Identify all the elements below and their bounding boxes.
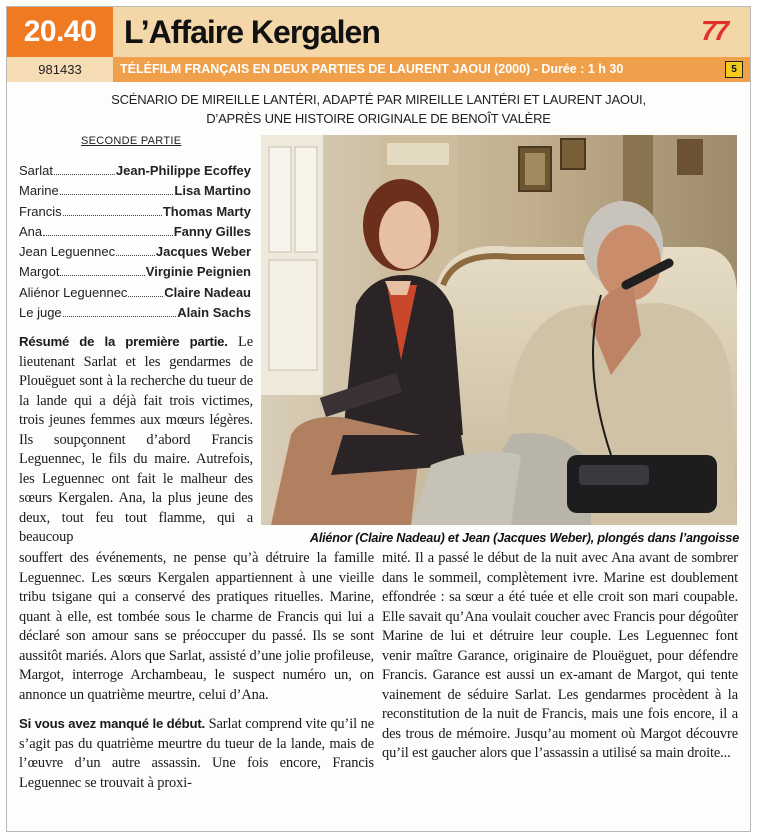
cast-role: Francis xyxy=(19,203,62,219)
program-code: 981433 xyxy=(7,57,113,82)
leader-dots xyxy=(54,174,115,175)
film-still-photo xyxy=(261,135,737,525)
cast-row xyxy=(19,204,251,224)
tv-listing xyxy=(6,6,751,832)
cast-row xyxy=(19,305,251,325)
audience-rating-icon: 5 xyxy=(725,61,743,78)
cast-role: Jean Leguennec xyxy=(19,244,116,260)
cast-role: Margot xyxy=(19,264,60,280)
leader-dots xyxy=(63,215,162,216)
missed-text-continued: mité. Il a passé le début de la nuit avec Ana avant de sombrer dans le sommeil, complètement ivre. Marine est doublement effondrée : sa sœur a été tuée et elle croit son mari coupable. Elle savait qu’Ana voulait coucher avec Francis pour dégoûter Marine de lui et détruire leur couple. Les Leguennec font venir maître Garance, originaire de Plouëguet, pour défendre Francis. Garance est aussi un ex-amant de Margot, qui tente vainement de séduire Sarlat. Les gendarmes procèdent à la reconstitution de la nuit de Francis, mais une fois encore, il a des trous de mémoire. Jusqu’au moment où Margot découvre qu’il est gaucher alors que l’assassin a utilisé sa main droite... xyxy=(382,550,738,761)
cast-role: Marine xyxy=(19,183,59,199)
leader-dots xyxy=(60,194,174,195)
photo-caption: Aliénor (Claire Nadeau) et Jean (Jacques Weber), plongés dans l’angoisse xyxy=(309,531,739,545)
cast-actor: Claire Nadeau xyxy=(164,284,251,300)
cast-actor: Jacques Weber xyxy=(155,244,251,260)
summary-text-continued: souffert des événements, ne pense qu’à détruire la famille Leguennec. Les sœurs Kergalen appartiennent à une vieille tribu tsigane qui a conservé des pratiques rituelles. Marine, quant à elle, est tombée sous le charme de Francis qui lui a déclaré son amour sans se préoccuper du passé. Ils se sont aussitôt mariés. Alors que Sarlat, assisté d’une jolie profileuse, Margot, interroge Archambeau, le suspect numéro un, on annonce un quatrième meurtre, celui d’Ana. xyxy=(19,550,374,703)
cast-actor: Virginie Peignien xyxy=(145,264,251,280)
cast-actor: Alain Sachs xyxy=(177,305,251,321)
film-title: L’Affaire Kergalen xyxy=(124,14,380,50)
cast-row xyxy=(19,285,251,305)
leader-dots xyxy=(63,316,177,317)
missed-heading: Si vous avez manqué le début. xyxy=(19,716,206,731)
leader-dots xyxy=(60,275,144,276)
missed-text-start: Sarlat comprend vite qu’il ne s’agit pas du quatrième meurtre du tueur de la lande, mais de l’œuvre d’un autre assassin. Une fois encore, Francis Leguennec se trouvait à proxi- xyxy=(19,716,374,791)
cast-role: Ana xyxy=(19,223,43,239)
cast-actor: Lisa Martino xyxy=(174,183,251,199)
cast-role: Aliénor Leguennec xyxy=(19,284,128,300)
leader-dots xyxy=(128,296,163,297)
summary-heading: Résumé de la première partie. xyxy=(19,334,228,349)
writing-credits xyxy=(7,90,750,128)
missed-paragraph xyxy=(19,714,374,793)
article-column-right xyxy=(382,549,738,764)
leader-dots xyxy=(43,235,173,236)
leader-dots xyxy=(116,255,155,256)
cast-role: Sarlat xyxy=(19,163,53,178)
cast-row xyxy=(19,244,251,264)
cast-list xyxy=(19,163,251,325)
summary-text-start: Le lieutenant Sarlat et les gendarmes de Plouëguet sont à la recherche du tueur de la lande qui a déjà fait trois victimes, trois jeunes femmes aux mœurs légères. Ils soupçonnent d’abord Francis Leguennec, le fils du maire. Autrefois, les Leguennec ont fait le malheur des sœurs Kergalen. Ana, la plus jeune des deux, tout feu tout flamme, qui a beaucoup xyxy=(19,334,253,545)
cast-role: Le juge xyxy=(19,305,62,321)
cast-row xyxy=(19,264,251,284)
credits-line-1: SCÉNARIO DE MIREILLE LANTÉRI, ADAPTÉ PAR MIREILLE LANTÉRI ET LAURENT JAOUI, xyxy=(111,92,646,107)
cast-row xyxy=(19,224,251,244)
cast-actor: Fanny Gilles xyxy=(173,223,251,239)
cast-row xyxy=(19,183,251,203)
rating-badge: 77 xyxy=(701,15,727,46)
listing-header xyxy=(7,7,750,57)
film-still-illustration xyxy=(261,135,737,525)
article-column-left xyxy=(19,549,374,793)
listing-subheader xyxy=(7,57,750,82)
part-label: SECONDE PARTIE xyxy=(81,135,182,147)
credits-line-2: D’APRÈS UNE HISTOIRE ORIGINALE DE BENOÎT VALÈRE xyxy=(206,111,551,126)
cast-row xyxy=(19,163,251,183)
genre-line: TÉLÉFILM FRANÇAIS EN DEUX PARTIES DE LAURENT JAOUI (2000) - Durée : 1 h 30 xyxy=(120,62,624,76)
cast-actor: Thomas Marty xyxy=(162,203,251,219)
broadcast-time: 20.40 xyxy=(7,7,113,57)
cast-actor: Jean-Philippe Ecoffey xyxy=(115,163,251,178)
summary-paragraph-start xyxy=(19,332,253,548)
